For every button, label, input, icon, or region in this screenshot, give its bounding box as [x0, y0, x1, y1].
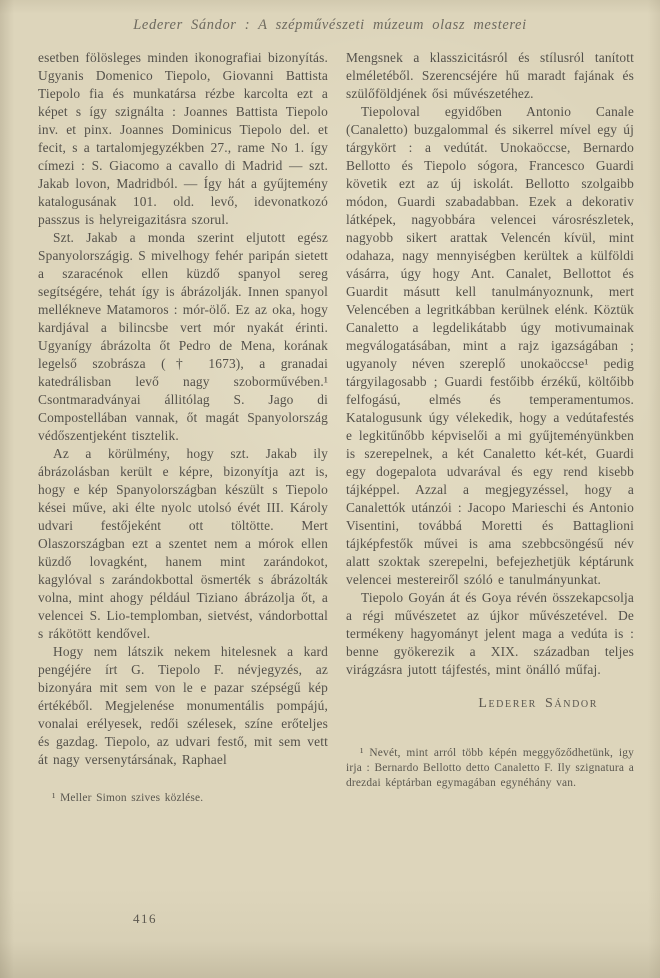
paragraph: Mengsnek a klasszicitásról és stílusról tanított elméletéből. Szerencséjére hű maradt fajának és szülőföldjének ősi művészetéhez. — [346, 50, 634, 101]
footnote-right: ¹ Nevét, mint arról több képén meggyőződhetünk, igy irja : Bernardo Bellotto detto Canaletto F. Ily szignatura a drezdai képtárban egymagában egynéhány van. — [346, 747, 634, 789]
running-header: Lederer Sándor : A szépművészeti múzeum olasz mesterei — [133, 17, 527, 33]
paragraph: Tiepoloval egyidőben Antonio Canale (Canaletto) buzgalommal és sikerrel mível egy új tárgykört : a vedútát. Unokaöccse, Bernardo Bellotto és Tiepolo sógora, Francesco Guardi követik ezt az új iskolát. Bellotto szolgaibb módon, Guardi szabadabban. Ezek a dekorativ látképek, nagyobbára velencei városrészletek, nagyobb sikert arattak Velencén kívül, mint odahaza, nagy mennyiségben kerültek a külföldi vásárra, úgy hogy Ant. Canalet, Bellottot és Guardit másutt kell tanulmányoznunk, mert Velencében a legritkábban kerülnek elénk. Köztük Canaletto a legdelikátabb úgy motivumainak megválogatásában, mint a rajz igazságában ; ugyanoly néven szereplő unokaöccse¹ pedig tárgyilagosabb ; Guardi festőibb érzékű, költőibb felfogású, elmés és temperamentumos. Katalogusunk úgy vélekedik, hogy a vedútafestés e legkitűnőbb képviselői a mi gyűjteményünkben is szerepelnek, a két Canaletto két-két, Guardi egy dogepalota udvarával és egy rend kisebb tájképpel. Azzal a megjegyzéssel, hogy a Canalettók utánzói : Jacopo Marieschi és Antonio Visentini, továbbá Moretti és Battaglioni tájképfestők művei is ama szebbcsöngésű név alatt szoktak szerepelni, befejezhetjük képtárunk velencei mestereiről szóló e tanulmányunkat. — [346, 104, 634, 587]
paragraph: Hogy nem látszik nekem hitelesnek a kard pengéjére írt G. Tiepolo F. névjegyzés, az bizonyára mit sem von le e pazar szépségű kép értékéből. Megjelenése monumentális pompájú, vonalai erélyesek, redői szélesek, színe erőteljes és gazdag. Tiepolo, az udvari festő, mit sem vett át nagy versenytársának, Raphael — [38, 644, 328, 767]
paragraph: Tiepolo Goyán át és Goya révén összekapcsolja a régi művészetet az újkor művészetével. De termékeny hagyományt jelent maga a vedúta is : benne gyökerezik a XIX. században teljes virágzásra jutott tájfestés, mint önálló műfaj. — [346, 590, 634, 677]
author-signature: Lederer Sándor — [478, 696, 598, 711]
page-number: 416 — [133, 911, 157, 926]
paragraph: esetben fölösleges minden ikonografiai bizonyítás. Ugyanis Domenico Tiepolo, Giovanni Battista Tiepolo fia és munkatársa rézbe karcolta ezt a képet s így szignálta : Joannes Battista Tiepolo inv. et pinx. Joannes Dominicus Tiepolo del. et fecit, s a tartalomjegyzékben 27., rame No 1. így címezi : S. Giacomo a cavallo di Madrid — szt. Jakab lovon, Madridból. — Így hát a gyűjtemény katalogusának 101. old. levő, idevonatkozó passzus is helyreigazitásra szorul. — [38, 50, 328, 227]
footnote-left: ¹ Meller Simon szives közlése. — [52, 792, 204, 804]
left-column — [38, 49, 328, 806]
paragraph: Szt. Jakab a monda szerint eljutott egész Spanyolországig. S mivelhogy fehér paripán sietett a szaracénok ellen küzdő spanyol sereg segítségére, tehát így is ábrázolják. Innen spanyol mellékneve Matamoros : mór-ölő. Ez az oka, hogy kardjával a bilincsbe vert mór nyakát érinti. Ugyanígy ábrázolta őt Pedro de Mena, korának legelső szobrásza († 1673), a granadai katedrálisban levő nagy szoborművében.¹ Csontmaradványai állitólag S. Jago di Compostellában vannak, őt magát Spanyolország védőszentjeként tisztelik. — [38, 230, 328, 443]
paragraph: Az a körülmény, hogy szt. Jakab ily ábrázolásban került e képre, bizonyítja azt is, hogy e kép Spanyolországban készült s Tiepolo kései műve, aki élte nyolc utolsó évét III. Károly udvari festőjeként ott töltötte. Mert Olaszországban ezt a szentet nem a mórok ellen küzdő lovagként, hanem mint zarándokot, kagylóval s zarándokbottal ösmerték s ábrázolták volna, mint ahogy például Tiziano ábrázolja őt, a velencei S. Lio-templomban, sietvést, vándorbottal s rákötött kendővel. — [38, 446, 328, 641]
right-column — [346, 49, 634, 791]
